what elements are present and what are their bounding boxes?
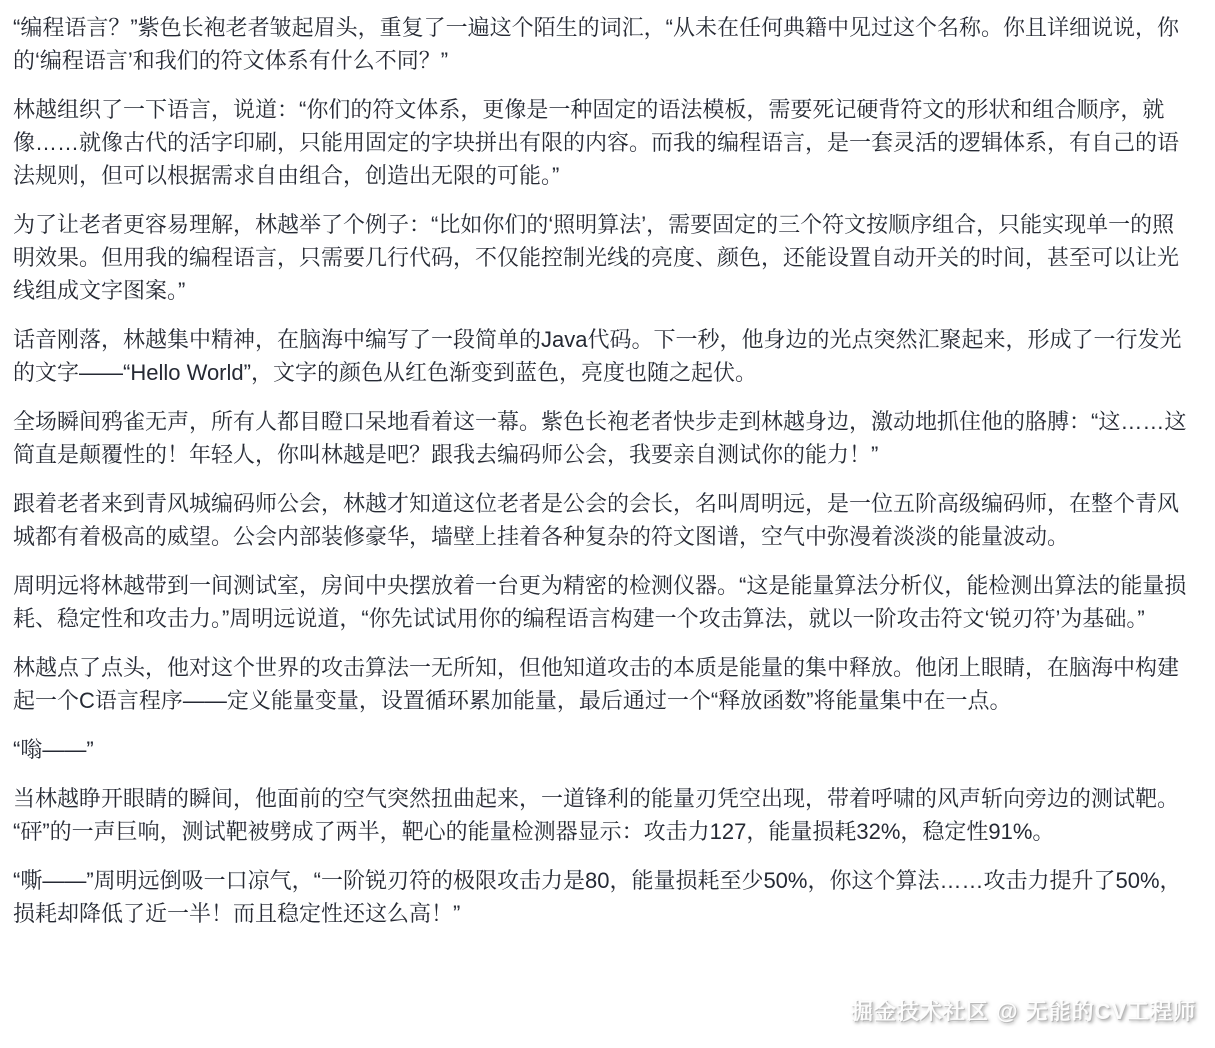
story-paragraph: 林越点了点头，他对这个世界的攻击算法一无所知，但他知道攻击的本质是能量的集中释放。他闭上眼睛，在脑海中构建起一个C语言程序——定义能量变量，设置循环累加能量，最后通过一个“释放函数”将能量集中在一点。 (13, 655, 1180, 713)
story-paragraph: 为了让老者更容易理解，林越举了个例子：“比如你们的‘照明算法’，需要固定的三个符文按顺序组合，只能实现单一的照明效果。但用我的编程语言，只需要几行代码，不仅能控制光线的亮度、颜色，还能设置自动开关的时间，甚至可以让光线组成文字图案。” (13, 212, 1180, 303)
story-paragraph: “嘶——”周明远倒吸一口凉气，“一阶锐刃符的极限攻击力是80，能量损耗至少50%，你这个算法……攻击力提升了50%，损耗却降低了近一半！而且稳定性还这么高！” (13, 868, 1182, 926)
story-paragraph: 周明远将林越带到一间测试室，房间中央摆放着一台更为精密的检测仪器。“这是能量算法分析仪，能检测出算法的能量损耗、稳定性和攻击力。”周明远说道，“你先试试用你的编程语言构建一个攻击算法，就以一阶攻击符文‘锐刃符’为基础。” (13, 573, 1187, 631)
story-paragraph: 话音刚落，林越集中精神，在脑海中编写了一段简单的Java代码。下一秒，他身边的光点突然汇聚起来，形成了一行发光的文字——“Hello World”，文字的颜色从红色渐变到蓝色，亮度也随之起伏。 (13, 327, 1182, 385)
story-paragraph: 林越组织了一下语言，说道：“你们的符文体系，更像是一种固定的语法模板，需要死记硬背符文的形状和组合顺序，就像……就像古代的活字印刷，只能用固定的字块拼出有限的内容。而我的编程语言，是一套灵活的逻辑体系，有自己的语法规则，但可以根据需求自由组合，创造出无限的可能。” (13, 97, 1180, 188)
story-paragraph: “嗡——” (13, 737, 94, 762)
story-paragraph: 全场瞬间鸦雀无声，所有人都目瞪口呆地看着这一幕。紫色长袍老者快步走到林越身边，激动地抓住他的胳膊：“这……这简直是颠覆性的！年轻人，你叫林越是吧？跟我去编码师公会，我要亲自测试你的能力！” (13, 409, 1187, 467)
story-paragraph: 跟着老者来到青风城编码师公会，林越才知道这位老者是公会的会长，名叫周明远，是一位五阶高级编码师，在整个青风城都有着极高的威望。公会内部装修豪华，墙壁上挂着各种复杂的符文图谱，空气中弥漫着淡淡的能量波动。 (13, 491, 1180, 549)
story-paragraph: 当林越睁开眼睛的瞬间，他面前的空气突然扭曲起来，一道锋利的能量刃凭空出现，带着呼啸的风声斩向旁边的测试靶。“砰”的一声巨响，测试靶被劈成了两半，靶心的能量检测器显示：攻击力127，能量损耗32%，稳定性91%。 (13, 786, 1180, 844)
story-paragraph: “编程语言？”紫色长袍老者皱起眉头，重复了一遍这个陌生的词汇，“从未在任何典籍中见过这个名称。你且详细说说，你的‘编程语言’和我们的符文体系有什么不同？” (13, 15, 1179, 73)
juejin-watermark: 掘金技术社区 @ 无能的CV工程师 (851, 999, 1197, 1024)
